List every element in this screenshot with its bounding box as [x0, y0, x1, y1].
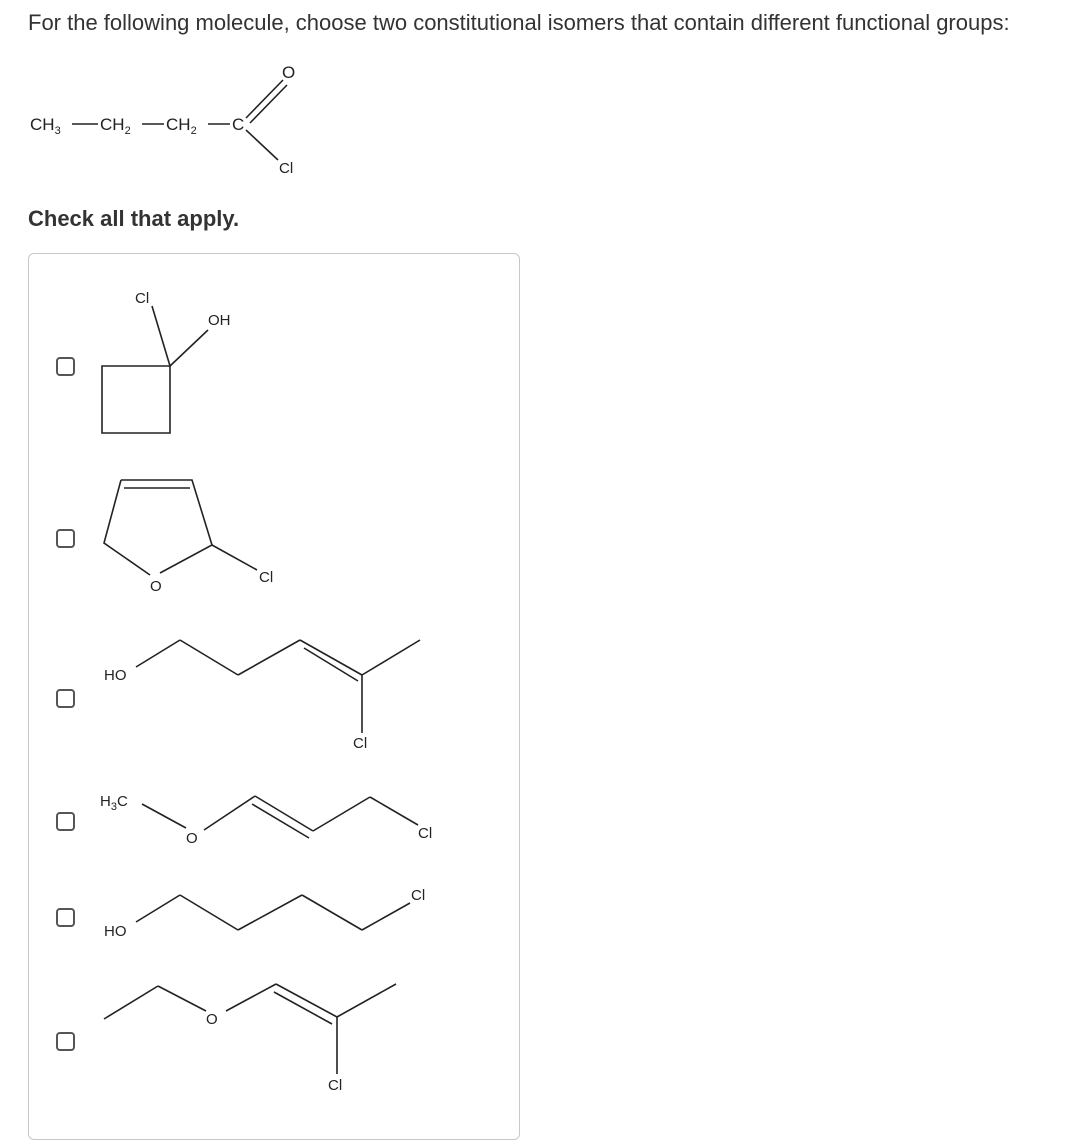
svg-text:O: O [186, 830, 198, 847]
svg-text:Cl: Cl [353, 735, 368, 752]
mol-ch2-1: $CH_2$ [100, 115, 131, 137]
option-6-structure [104, 984, 396, 1094]
svg-text:Cl: Cl [418, 825, 433, 842]
option-3-structure [104, 640, 420, 752]
svg-text:Cl: Cl [135, 290, 150, 307]
option-2-structure [104, 480, 273, 595]
svg-text:H3C: $H_3C$ [100, 793, 128, 813]
option-4-structure [100, 793, 432, 847]
svg-text:OH: OH [208, 312, 231, 329]
svg-text:HO: HO [104, 667, 127, 684]
mol-chlorine: Cl [279, 160, 294, 177]
mol-ch3: $CH_3$ [30, 115, 61, 137]
option-5-structure [104, 887, 425, 940]
svg-text:O: O [206, 1011, 218, 1028]
question-text: For the following molecule, choose two constitutional isomers that contain different functional groups: [28, 10, 1010, 35]
svg-text:O: O [150, 578, 162, 595]
mol-oxygen: O [282, 63, 296, 82]
svg-text:HO: HO [104, 923, 127, 940]
instruction-text: Check all that apply. [28, 206, 240, 231]
svg-text:Cl: Cl [411, 887, 426, 904]
mol-carbonyl-carbon: C [232, 115, 245, 134]
option-1-structure [102, 290, 231, 433]
svg-text:Cl: Cl [259, 569, 274, 586]
svg-text:Cl: Cl [328, 1077, 343, 1094]
mol-ch2-2: $CH_2$ [166, 115, 197, 137]
